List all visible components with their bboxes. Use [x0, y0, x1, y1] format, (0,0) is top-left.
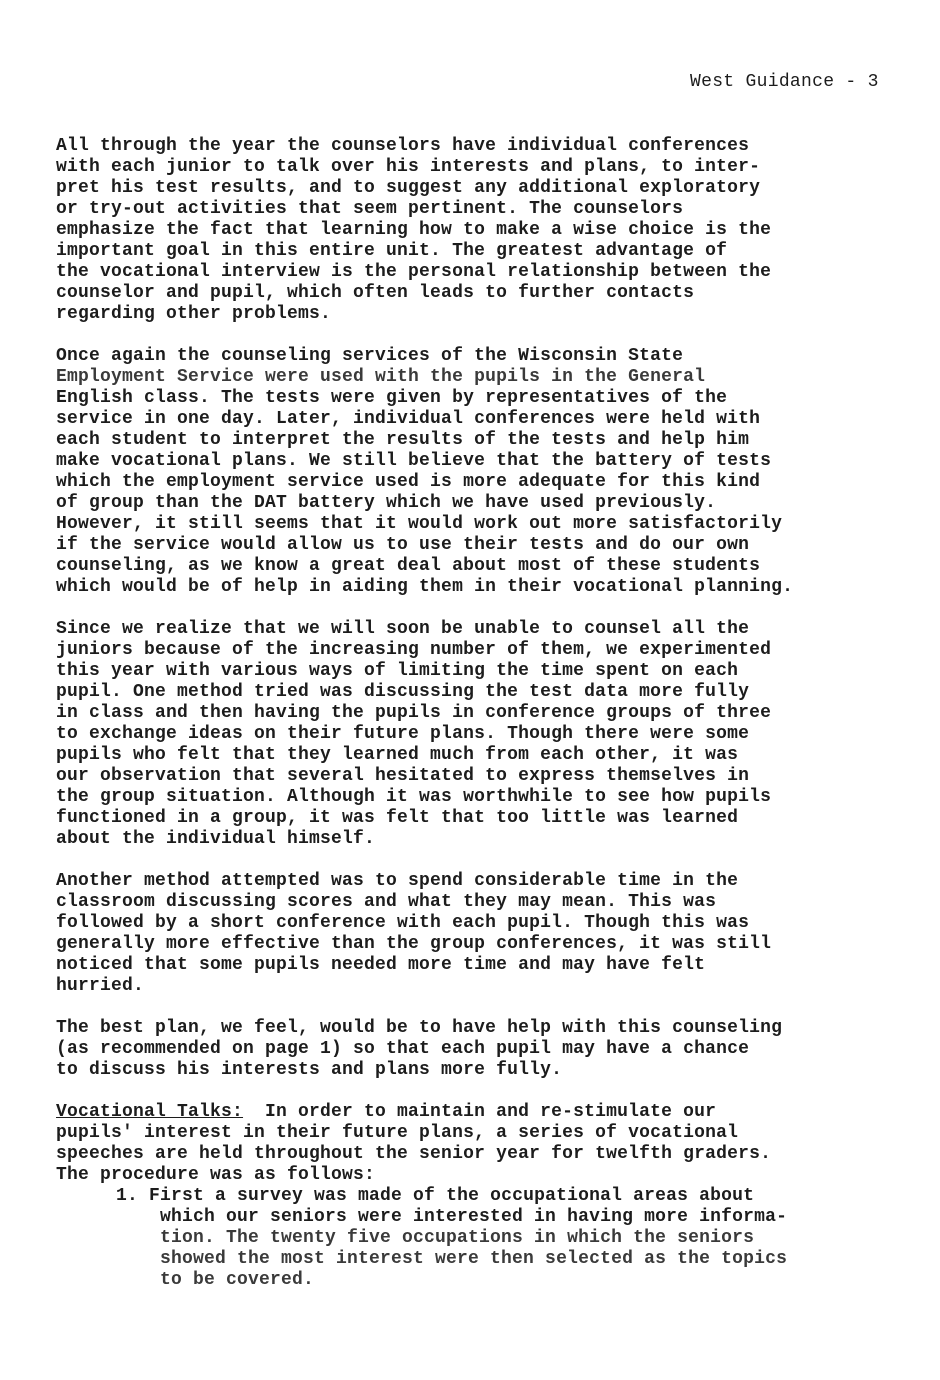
text-line: followed by a short conference with each pupil. Though this was	[56, 913, 750, 933]
text-line: about the individual himself.	[56, 829, 376, 849]
text-line: to be covered.	[160, 1270, 315, 1290]
text-line: pupils who felt that they learned much from each other, it was	[56, 745, 739, 765]
text-line: All through the year the counselors have individual conferences	[56, 136, 750, 156]
text-line: English class. The tests were given by representatives of the	[56, 388, 728, 408]
paragraph-another-method	[56, 871, 906, 997]
text-line: (as recommended on page 1) so that each pupil may have a chance	[56, 1039, 750, 1059]
numbered-list	[56, 1186, 906, 1291]
text-line: the vocational interview is the personal relationship between the	[56, 262, 772, 282]
text-line: The best plan, we feel, would be to have help with this counseling	[56, 1018, 783, 1038]
text-fragment: First a survey was made of the occupational areas about	[138, 1186, 755, 1206]
text-line: speeches are held throughout the senior year for twelfth graders.	[56, 1144, 772, 1164]
text-line: if the service would allow us to use their tests and do our own	[56, 535, 750, 555]
text-line: juniors because of the increasing number of them, we experimented	[56, 640, 772, 660]
text-line: in class and then having the pupils in conference groups of three	[56, 703, 772, 723]
text-line: pret his test results, and to suggest any additional exploratory	[56, 178, 761, 198]
text-line	[56, 1102, 906, 1123]
paragraph-experiments	[56, 619, 906, 850]
text-line: tion. The twenty five occupations in which the seniors	[160, 1228, 755, 1248]
list-item	[56, 1186, 906, 1291]
text-line: Employment Service were used with the pupils in the General	[56, 367, 706, 387]
text-fragment: In order to maintain and re-stimulate our	[243, 1102, 717, 1122]
text-line: each student to interpret the results of the tests and help him	[56, 430, 750, 450]
text-line: counselor and pupil, which often leads to further contacts	[56, 283, 695, 303]
text-line: hurried.	[56, 976, 145, 996]
text-line: this year with various ways of limiting the time spent on each	[56, 661, 739, 681]
text-line: our observation that several hesitated to express themselves in	[56, 766, 750, 786]
text-line: pupils' interest in their future plans, a series of vocational	[56, 1123, 739, 1143]
text-line: with each junior to talk over his interests and plans, to inter-	[56, 157, 761, 177]
text-line: the group situation. Although it was worthwhile to see how pupils	[56, 787, 772, 807]
text-line: pupil. One method tried was discussing the test data more fully	[56, 682, 750, 702]
text-line: which our seniors were interested in having more informa-	[160, 1207, 788, 1227]
text-line: regarding other problems.	[56, 304, 332, 324]
paragraph-employment-service	[56, 346, 906, 598]
text-line: The procedure was as follows:	[56, 1165, 376, 1185]
paragraph-best-plan	[56, 1018, 906, 1081]
text-line	[56, 1186, 906, 1207]
text-line: of group than the DAT battery which we have used previously.	[56, 493, 717, 513]
text-line: showed the most interest were then selected as the topics	[160, 1249, 788, 1269]
section-vocational-talks	[56, 1102, 906, 1291]
section-heading: Vocational Talks:	[56, 1102, 244, 1122]
text-line: service in one day. Later, individual conferences were held with	[56, 409, 761, 429]
text-line: classroom discussing scores and what they may mean. This was	[56, 892, 717, 912]
running-head: West Guidance - 3	[690, 72, 879, 92]
text-line: noticed that some pupils needed more time and may have felt	[56, 955, 706, 975]
text-line: counseling, as we know a great deal about most of these students	[56, 556, 761, 576]
text-line: generally more effective than the group conferences, it was still	[56, 934, 772, 954]
text-line: which would be of help in aiding them in their vocational planning.	[56, 577, 794, 597]
text-line: functioned in a group, it was felt that too little was learned	[56, 808, 739, 828]
text-line: Another method attempted was to spend considerable time in the	[56, 871, 739, 891]
text-line: However, it still seems that it would work out more satisfactorily	[56, 514, 783, 534]
text-line: to exchange ideas on their future plans. Though there were some	[56, 724, 750, 744]
text-line: to discuss his interests and plans more fully.	[56, 1060, 563, 1080]
text-line: which the employment service used is more adequate for this kind	[56, 472, 761, 492]
text-line: Once again the counseling services of the Wisconsin State	[56, 346, 684, 366]
text-line: emphasize the fact that learning how to make a wise choice is the	[56, 220, 772, 240]
text-line: make vocational plans. We still believe that the battery of tests	[56, 451, 772, 471]
document-body	[56, 136, 906, 1312]
text-line: or try-out activities that seem pertinent. The counselors	[56, 199, 684, 219]
list-marker: 1.	[116, 1186, 139, 1206]
paragraph-counselor-conferences	[56, 136, 906, 325]
text-line: important goal in this entire unit. The greatest advantage of	[56, 241, 728, 261]
text-line: Since we realize that we will soon be unable to counsel all the	[56, 619, 750, 639]
